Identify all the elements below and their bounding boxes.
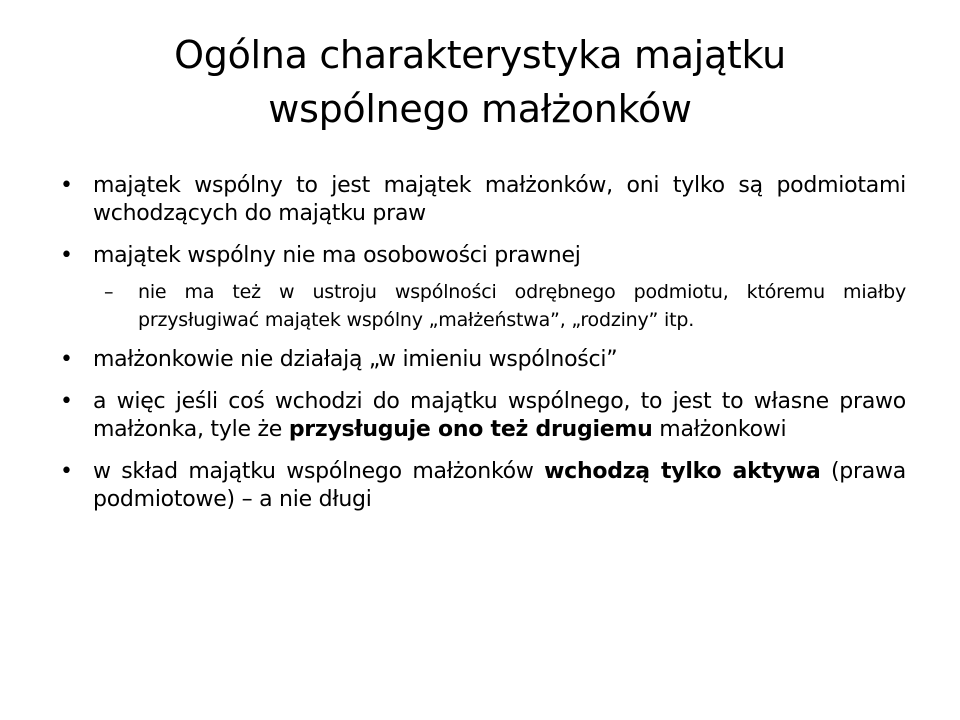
bullet-icon: • [60, 243, 73, 268]
bullet-item-1 [60, 172, 906, 228]
bullet-item-2 [60, 242, 906, 270]
bullet-text-part: (prawa podmiotowe) – a nie długi [93, 459, 907, 512]
sub-bullet-item [60, 278, 906, 334]
bullet-list [60, 172, 906, 528]
bullet-item-5 [60, 458, 906, 514]
bullet-text: majątek wspólny to jest majątek małżonków, oni tylko są podmiotami wchodzących do majątku praw [93, 173, 906, 226]
bullet-text-part: małżonkowi [652, 417, 787, 442]
sub-bullet-text: nie ma też w ustroju wspólności odrębnego podmiotu, któremu miałby przysługiwać majątek wspólny „małżeństwa”, „rodziny” itp. [138, 281, 906, 331]
bullet-icon: • [60, 389, 73, 414]
bullet-icon: • [60, 173, 73, 198]
bullet-icon: • [60, 459, 73, 484]
bullet-text-part: w skład majątku wspólnego małżonków [93, 459, 545, 484]
bullet-icon: • [60, 347, 73, 372]
dash-icon: – [104, 281, 114, 303]
bullet-item-4 [60, 388, 906, 444]
bullet-item-3 [60, 346, 906, 374]
bullet-text-bold: wchodzą tylko aktywa [544, 459, 821, 484]
bullet-text: małżonkowie nie działają „w imieniu wspólności” [93, 347, 618, 372]
bullet-text-bold: przysługuje ono też drugiemu [288, 417, 653, 442]
bullet-text: majątek wspólny nie ma osobowości prawnej [93, 243, 581, 268]
slide-title: Ogólna charakterystyka majątku wspólnego małżonków [174, 33, 786, 131]
bullet-text-part: a więc jeśli coś wchodzi do majątku wspólnego, to jest to własne prawo małżonka, tyle że [93, 389, 906, 442]
